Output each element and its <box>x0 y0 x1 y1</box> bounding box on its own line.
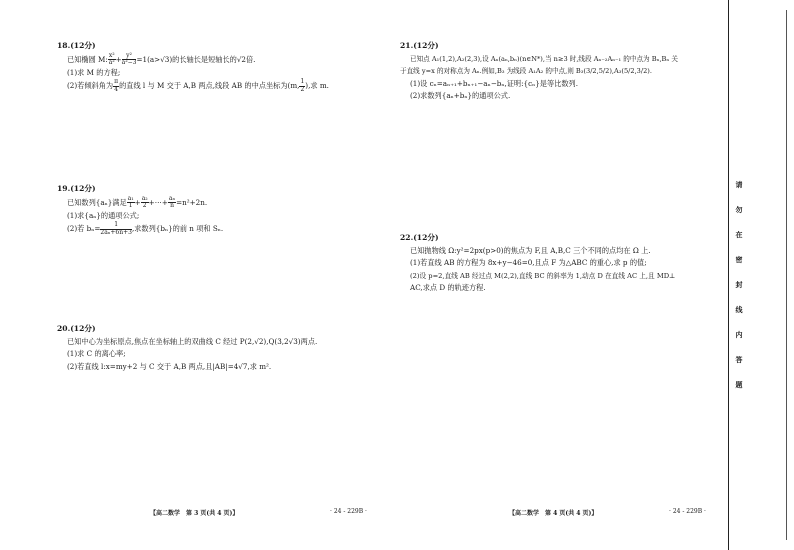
problem-22-line1: 已知抛物线 Ω:y²=2px(p>0)的焦点为 F,且 A,B,C 三个不同的点均在 Ω 上. <box>410 245 651 255</box>
right-page <box>397 0 727 550</box>
problem-18-q2-a: (2)若倾斜角为 <box>67 81 114 90</box>
problem-22 <box>400 232 675 295</box>
seal-char-2: 勿 <box>735 205 743 214</box>
problem-20-q1: (1)求 C 的离心率; <box>67 349 126 358</box>
problem-19-q1: (1)求{aₙ}的通项公式; <box>67 210 140 220</box>
seal-char-4: 密 <box>735 255 743 264</box>
problem-22-q2-line1: (2)设 p=2,直线 AB 经过点 M(2,2),直线 BC 的斜率为 1,动点 D 在直线 AC 上,且 MD⊥ <box>410 271 676 280</box>
problem-20-stem: 已知中心为坐标原点,焦点在坐标轴上的双曲线 C 经过 P(2,√2),Q(3,2√3)两点. <box>67 336 318 346</box>
problem-22-header: 22.(12分) <box>400 233 439 242</box>
problem-21-q2: (2)求数列{aₙ+bₙ}的通项公式. <box>410 91 511 100</box>
frac-bn <box>100 222 132 236</box>
problem-19-q2 <box>57 222 223 236</box>
page-footer-3: 【高二数学 第 3 页(共 4 页)】 <box>150 510 239 517</box>
frac-denominator: 2 <box>142 202 147 209</box>
frac-numerator: 1 <box>100 222 132 230</box>
problem-19-q2-a: (2)若 bₙ= <box>67 224 101 233</box>
problem-21-line1: 已知点 A₁(1,2),A₂(2,3),设 Aₙ(aₙ,bₙ)(n∈N*),当 n≥3 时,线段 Aₙ₋₂Aₙ₋₁ 的中点为 Bₙ,Bₙ 关 <box>410 54 678 63</box>
frac-denominator: 4 <box>114 85 119 93</box>
seal-char-1: 请 <box>735 180 743 189</box>
frac-numerator: a₁ <box>127 194 134 202</box>
problem-19 <box>57 183 223 236</box>
problem-18-stem-a: 已知椭圆 M: <box>67 54 108 64</box>
exam-code-right: · 24 - 229B · <box>669 508 706 515</box>
problem-19-stem-a: 已知数列{aₙ}满足 <box>67 197 127 207</box>
problem-18-q1: (1)求 M 的方程; <box>67 67 121 77</box>
exam-code-left: · 24 - 229B · <box>330 508 367 515</box>
frac-denominator: a²−3 <box>121 59 137 66</box>
frac-denominator: 2 <box>300 85 305 93</box>
frac-numerator: a₂ <box>141 194 148 202</box>
problem-21-q1: (1)设 cₙ=aₙ₊₁+bₙ₊₁−aₙ−bₙ,证明:{cₙ}是等比数列. <box>410 78 579 88</box>
frac-numerator: y² <box>122 53 137 61</box>
problem-18-q2-c: ),求 m. <box>305 81 329 90</box>
frac-denominator: 1 <box>128 202 133 209</box>
frac-y2-a2-3 <box>122 53 137 67</box>
frac-numerator: 1 <box>300 78 305 85</box>
seal-char-8: 答 <box>735 355 743 364</box>
frac-numerator: π <box>114 78 119 85</box>
problem-18-header: 18.(12分) <box>57 41 96 50</box>
binding-line <box>728 0 729 550</box>
problem-18-q2-b: 的直线 l 与 M 交于 A,B 两点,线段 AB 的中点坐标为(m, <box>119 81 300 90</box>
problem-20-q2: (2)若直线 l:x=my+2 与 C 交于 A,B 两点,且|AB|=4√7,求 m². <box>67 361 272 371</box>
binding-strip <box>728 0 794 550</box>
problem-19-header: 19.(12分) <box>57 184 96 193</box>
seal-char-3: 在 <box>735 230 743 239</box>
frac-an-n <box>168 196 176 210</box>
outer-border-line <box>786 10 787 540</box>
problem-21-line2: 于直线 y=x 的对称点为 Aₙ.例如,B₃ 为线段 A₁A₂ 的中点,则 B₃(3/2,5/2),A₃(5/2,3/2). <box>400 67 652 75</box>
problem-19-stem: 已知数列{aₙ}满足 $\frac{\text{a₁}}{1}$ + $\frac{\text{a₂}}{2}$ +⋯+ $\frac{\text{aₙ}}{n}$ =n²+2n. <box>67 194 208 209</box>
problem-18-stem: 已知椭圆 M: $\frac{\text{x²}}{\text{a²}}$ + $\frac{\text{y²}}{\text{a²−3}}$ =1(a>√3)的长轴长是短轴长的√2倍. <box>67 51 256 66</box>
page-footer-4: 【高二数学 第 4 页(共 4 页)】 <box>509 510 598 517</box>
seal-char-5: 封 <box>735 280 743 289</box>
problem-22-q2-line2: AC,求点 D 的轨迹方程. <box>410 283 486 292</box>
frac-numerator: aₙ <box>168 194 176 202</box>
problem-22-q1: (1)若直线 AB 的方程为 8x+y−46=0,且点 F 为△ABC 的重心,求 p 的值; <box>410 258 647 267</box>
seal-char-7: 内 <box>735 330 743 339</box>
problem-18-q2 <box>57 79 329 93</box>
problem-18-stem-b: =1(a>√3)的长轴长是短轴长的√2倍. <box>136 54 256 64</box>
frac-numerator: x² <box>108 51 115 59</box>
seal-char-9: 题 <box>735 380 743 389</box>
frac-denominator: a² <box>108 59 115 66</box>
frac-a1-1 <box>127 196 135 210</box>
frac-a2-2 <box>141 196 149 210</box>
frac-denominator: 2aₙ+6n+3 <box>100 228 132 236</box>
problem-19-stem-b: =n²+2n. <box>176 197 208 207</box>
frac-denominator: n <box>170 202 174 209</box>
frac-x2-a2 <box>108 53 116 67</box>
seal-char-6: 线 <box>735 305 743 314</box>
problem-20 <box>57 323 317 373</box>
problem-19-q2-b: ,求数列{bₙ}的前 n 项和 Sₙ. <box>131 224 224 233</box>
problem-18 <box>57 40 329 93</box>
problem-21 <box>400 40 678 103</box>
problem-20-header: 20.(12分) <box>57 324 96 333</box>
problem-21-header: 21.(12分) <box>400 41 439 50</box>
